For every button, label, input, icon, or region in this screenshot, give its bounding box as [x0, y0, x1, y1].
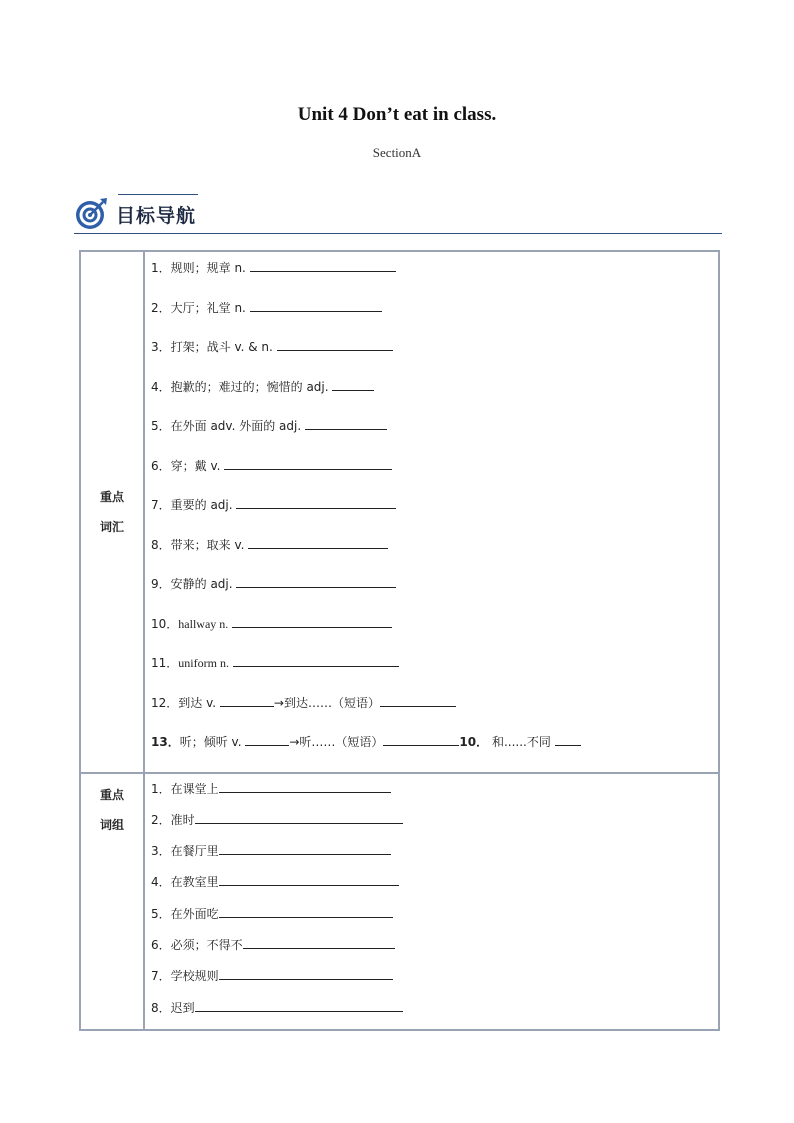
phrase-hint: →听……（短语） — [289, 735, 384, 749]
answer-blank[interactable] — [245, 732, 289, 746]
key-phrases-row — [80, 773, 719, 1030]
vocab-item-8 — [151, 535, 718, 575]
key-vocab-list — [145, 252, 718, 772]
item-number: 3． — [151, 340, 171, 354]
key-phrases-list — [145, 774, 718, 1029]
vocab-item-12 — [151, 693, 718, 733]
item-number: 12． — [151, 695, 179, 710]
vocab-item-10 — [151, 614, 718, 654]
answer-blank[interactable] — [383, 732, 459, 746]
answer-blank[interactable] — [219, 904, 393, 918]
vocab-item-1 — [151, 258, 718, 298]
item-number: 3． — [151, 844, 171, 859]
item-text: 抱歉的；难过的；惋惜的 adj. — [170, 379, 329, 394]
answer-blank[interactable] — [250, 298, 382, 312]
key-phrases-category — [80, 773, 144, 1030]
answer-blank[interactable] — [219, 966, 393, 980]
item-text: 带来；取来 v. — [170, 537, 245, 552]
item-number: 7． — [151, 498, 171, 512]
answer-blank[interactable] — [236, 495, 396, 509]
vocab-item-9 — [151, 574, 718, 614]
item-number: 4． — [151, 379, 171, 394]
item-text: 在外面 adv. 外面的 adj. — [170, 419, 302, 433]
phrase-hint: →到达……（短语） — [273, 695, 380, 710]
target-icon — [74, 197, 108, 231]
item-text: 必须；不得不 — [170, 937, 243, 952]
item-text: 规则；规章 n. — [170, 261, 246, 275]
answer-blank[interactable] — [219, 779, 391, 793]
vocab-item-2 — [151, 298, 718, 338]
phrase-item-2 — [151, 810, 718, 841]
item-text: 准时 — [170, 812, 195, 827]
phrase-item-1 — [151, 779, 718, 810]
item-number: 5． — [151, 419, 171, 433]
answer-blank[interactable] — [233, 653, 399, 667]
vocab-item-4 — [151, 377, 718, 417]
item-text: 迟到 — [170, 1000, 195, 1015]
item-number: 9． — [151, 577, 171, 591]
answer-blank[interactable] — [219, 841, 391, 855]
answer-blank[interactable] — [555, 732, 581, 746]
answer-blank[interactable] — [305, 416, 387, 430]
header-underline — [74, 233, 722, 234]
item-text: uniform n. — [178, 656, 229, 670]
item-text: 在课堂上 — [170, 781, 219, 796]
item-text: 穿；戴 v. — [170, 458, 221, 473]
key-vocab-category — [80, 251, 144, 773]
key-vocab-category-line1: 重点 — [99, 489, 124, 504]
item-text: 和......不同 — [491, 735, 551, 749]
vocab-item-7 — [151, 495, 718, 535]
answer-blank[interactable] — [243, 935, 395, 949]
item-number: 2． — [151, 812, 171, 827]
item-number: 7． — [151, 969, 171, 984]
item-number: 8． — [151, 537, 171, 552]
item-number: 6． — [151, 458, 171, 473]
item-text: 打架；战斗 v. & n. — [170, 340, 273, 354]
key-vocab-cell — [144, 251, 719, 773]
answer-blank[interactable] — [219, 872, 399, 886]
key-vocab-row — [80, 251, 719, 773]
answer-blank[interactable] — [220, 693, 274, 707]
header-accent-line — [118, 194, 198, 195]
item-text: 在外面吃 — [170, 906, 219, 921]
item-number: 1． — [151, 261, 171, 275]
item-number: 11． — [151, 656, 179, 670]
item-text: 听；倾听 v. — [179, 735, 242, 749]
answer-blank[interactable] — [277, 337, 393, 351]
answer-blank[interactable] — [380, 693, 456, 707]
answer-blank[interactable] — [250, 258, 396, 272]
phrase-item-8 — [151, 998, 718, 1029]
objectives-table — [79, 250, 720, 1031]
key-phrases-category-line2: 词组 — [99, 817, 124, 832]
vocab-item-5 — [151, 416, 718, 456]
item-number: 5． — [151, 906, 171, 921]
item-number: 10． — [459, 735, 489, 749]
item-number: 6． — [151, 937, 171, 952]
item-text: 重要的 adj. — [170, 498, 233, 512]
phrase-item-7 — [151, 966, 718, 997]
vocab-item-6 — [151, 456, 718, 496]
item-text: 大厅；礼堂 n. — [170, 300, 246, 315]
key-vocab-category-line2: 词汇 — [99, 519, 124, 534]
answer-blank[interactable] — [248, 535, 388, 549]
item-number: 13． — [151, 735, 180, 749]
item-number: 2． — [151, 300, 171, 315]
item-text: 到达 v. — [178, 695, 217, 710]
answer-blank[interactable] — [332, 377, 374, 391]
item-number: 4． — [151, 875, 171, 890]
item-text: 学校规则 — [170, 969, 219, 984]
phrase-item-6 — [151, 935, 718, 966]
answer-blank[interactable] — [232, 614, 392, 628]
vocab-item-11 — [151, 653, 718, 693]
section-header — [74, 194, 722, 236]
phrase-item-4 — [151, 872, 718, 903]
item-text: hallway n. — [178, 616, 229, 631]
section-header-label: 目标导航 — [116, 205, 197, 227]
vocab-item-3 — [151, 337, 718, 377]
item-number: 10． — [151, 616, 179, 631]
vocab-item-13 — [151, 732, 718, 772]
page-subtitle: SectionA — [372, 145, 422, 160]
answer-blank[interactable] — [224, 456, 392, 470]
key-phrases-category-line1: 重点 — [99, 787, 124, 802]
key-phrases-cell — [144, 773, 719, 1030]
answer-blank[interactable] — [195, 998, 403, 1012]
item-text: 在教室里 — [170, 875, 219, 890]
phrase-item-5 — [151, 904, 718, 935]
phrase-item-3 — [151, 841, 718, 872]
item-text: 安静的 adj. — [170, 577, 233, 591]
page-title: Unit 4 Don’t eat in class. — [297, 104, 497, 125]
item-number: 1． — [151, 781, 171, 796]
item-text: 在餐厅里 — [170, 844, 219, 859]
answer-blank[interactable] — [236, 574, 396, 588]
answer-blank[interactable] — [195, 810, 403, 824]
item-number: 8． — [151, 1000, 171, 1015]
